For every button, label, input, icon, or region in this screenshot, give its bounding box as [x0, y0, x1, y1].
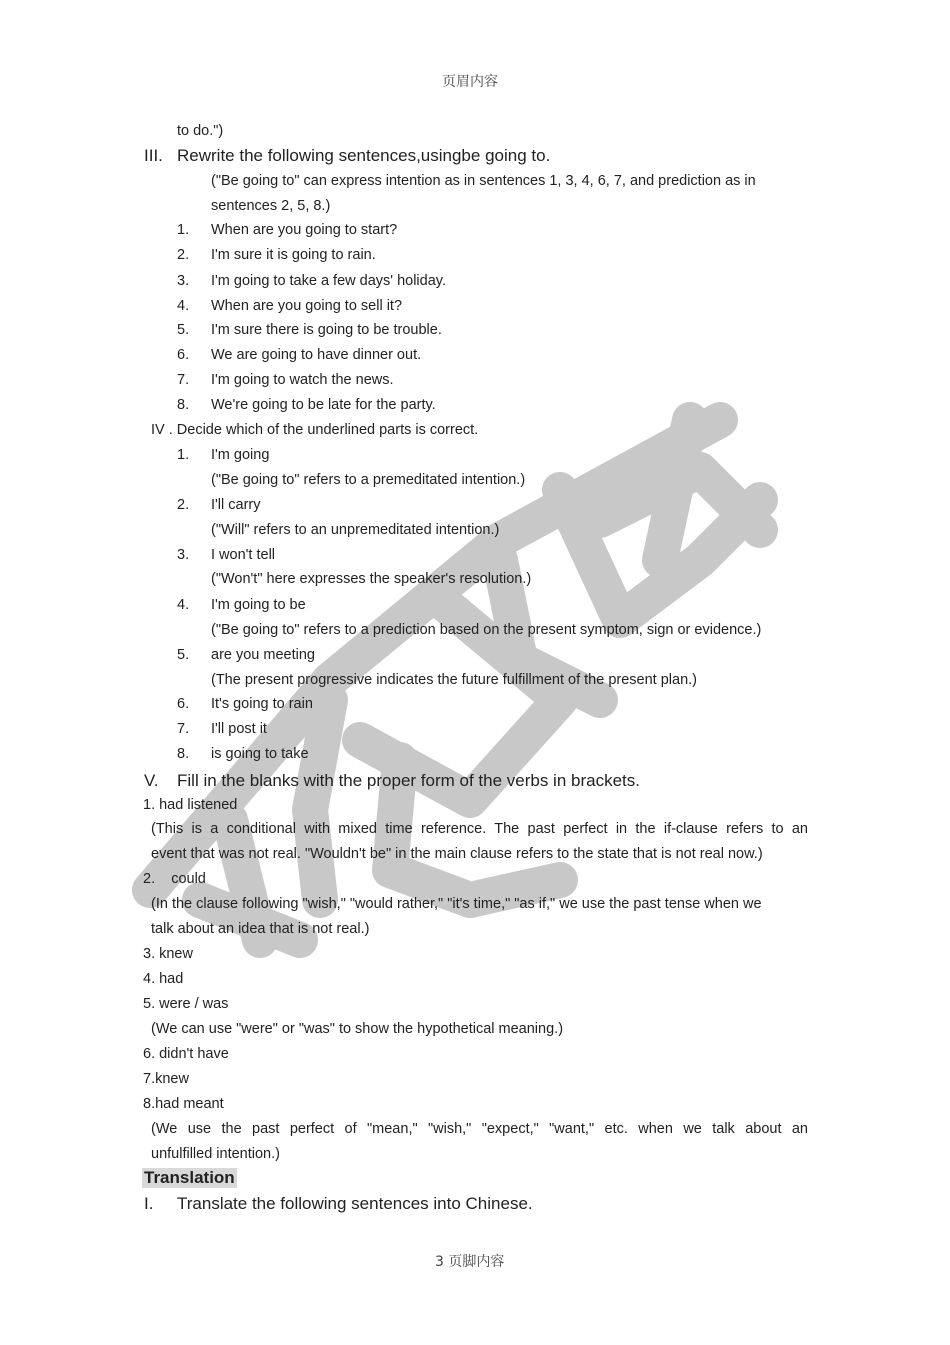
list-item: is going to take	[211, 746, 309, 762]
answer-note: ("Be going to" refers to a premeditated intention.)	[211, 472, 526, 488]
translation-heading: Translation	[144, 1168, 235, 1187]
list-item: I'm sure it is going to rain.	[211, 247, 376, 263]
page-footer	[435, 1251, 504, 1271]
list-item-number: 5.	[177, 322, 190, 338]
answer-note: (We can use "were" or "was" to show the hypothetical meaning.)	[151, 1021, 564, 1037]
page-number: 3	[435, 1254, 444, 1270]
section-iii-note: sentences 2, 5, 8.)	[211, 198, 331, 214]
section-iii-number: III.	[144, 146, 163, 165]
list-item-number: 7.	[177, 372, 190, 388]
list-item: We are going to have dinner out.	[211, 347, 422, 363]
section-iii-title: Rewrite the following sentences,usingbe going to.	[177, 146, 551, 165]
answer-item: 2. could	[143, 871, 206, 887]
section-v-title: Fill in the blanks with the proper form of the verbs in brackets.	[177, 771, 640, 790]
list-item: I'll post it	[211, 721, 267, 737]
list-item-number: 8.	[177, 397, 190, 413]
translation-title: Translate the following sentences into Chinese.	[177, 1194, 533, 1213]
list-item: I'm going to be	[211, 597, 306, 613]
list-item-number: 7.	[177, 721, 190, 737]
answer-item: 6. didn't have	[143, 1046, 229, 1062]
section-v-number: V.	[144, 771, 159, 790]
list-item-number: 2.	[177, 247, 190, 263]
list-item-number: 6.	[177, 696, 190, 712]
answer-note: ("Be going to" refers to a prediction based on the present symptom, sign or evidence.)	[211, 622, 762, 638]
answer-item: 4. had	[143, 971, 184, 987]
list-item: are you meeting	[211, 647, 315, 663]
answer-note: (The present progressive indicates the future fulfillment of the present plan.)	[211, 672, 698, 688]
list-item: I'll carry	[211, 497, 261, 513]
answer-item: 7.knew	[143, 1071, 189, 1087]
list-item: It's going to rain	[211, 696, 313, 712]
answer-item: 1. had listened	[143, 797, 238, 813]
section-iii-note: ("Be going to" can express intention as in sentences 1, 3, 4, 6, 7, and prediction as in	[211, 173, 756, 189]
answer-item: 5. were / was	[143, 996, 229, 1012]
translation-number: I.	[144, 1194, 154, 1213]
answer-note: unfulfilled intention.)	[151, 1146, 280, 1162]
list-item-number: 1.	[177, 222, 190, 238]
answer-note: (This is a conditional with mixed time reference. The past perfect in the if-clause refers to an	[151, 821, 808, 837]
page-header: 页眉内容	[442, 74, 498, 90]
list-item: I'm going to watch the news.	[211, 372, 394, 388]
answer-note: (In the clause following "wish," "would rather," "it's time," "as if," we use the past tense when we	[151, 896, 762, 912]
list-item-number: 6.	[177, 347, 190, 363]
list-item: I'm going to take a few days' holiday.	[211, 273, 446, 289]
list-item: When are you going to start?	[211, 222, 398, 238]
list-item-number: 5.	[177, 647, 190, 663]
list-item: I won't tell	[211, 547, 276, 563]
answer-note: (We use the past perfect of "mean," "wish," "expect," "want," etc. when we talk about an	[151, 1121, 808, 1137]
section-iv-title: IV . Decide which of the underlined parts is correct.	[151, 422, 479, 438]
list-item: I'm going	[211, 447, 270, 463]
list-item-number: 3.	[177, 547, 190, 563]
list-item-number: 1.	[177, 447, 190, 463]
answer-note: ("Will" refers to an unpremeditated intention.)	[211, 522, 500, 538]
answer-note: event that was not real. "Wouldn't be" in the main clause refers to the state that is not real now.)	[151, 846, 763, 862]
continued-text: to do.")	[177, 123, 224, 139]
list-item: When are you going to sell it?	[211, 298, 403, 314]
list-item-number: 3.	[177, 273, 190, 289]
list-item: We're going to be late for the party.	[211, 397, 436, 413]
list-item-number: 2.	[177, 497, 190, 513]
list-item-number: 4.	[177, 298, 190, 314]
answer-note: talk about an idea that is not real.)	[151, 921, 370, 937]
footer-text: 页脚内容	[448, 1254, 505, 1270]
answer-item: 8.had meant	[143, 1096, 224, 1112]
answer-note: ("Won't" here expresses the speaker's resolution.)	[211, 571, 532, 587]
list-item-number: 4.	[177, 597, 190, 613]
list-item: I'm sure there is going to be trouble.	[211, 322, 442, 338]
list-item-number: 8.	[177, 746, 190, 762]
answer-item: 3. knew	[143, 946, 193, 962]
